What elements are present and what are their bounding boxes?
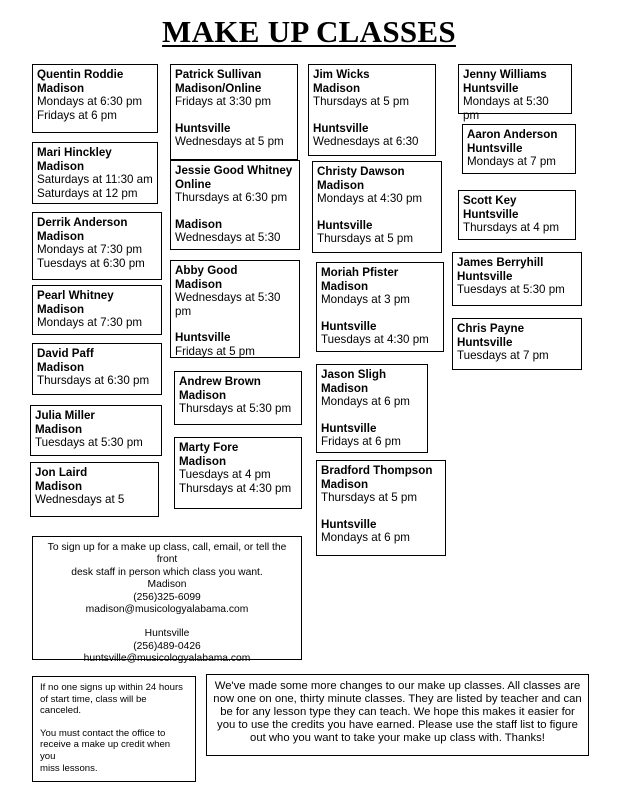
- madison-email: madison@musicologyalabama.com: [85, 604, 249, 616]
- class-time: Fridays at 6 pm: [321, 435, 401, 449]
- teacher-name: Marty Fore: [179, 441, 239, 454]
- location-label: Huntsville: [175, 121, 231, 135]
- location-label: Madison: [35, 422, 83, 436]
- teacher-name: James Berryhill: [457, 256, 544, 269]
- madison-phone: (256)325-6099: [133, 591, 201, 603]
- teacher-card: [316, 262, 444, 352]
- location-label: Huntsville: [317, 218, 373, 232]
- teacher-card: [32, 64, 158, 133]
- teacher-card: [316, 364, 428, 453]
- class-time: Mondays at 6 pm: [321, 395, 410, 409]
- class-time: Mondays at 6 pm: [321, 531, 410, 545]
- class-time: Mondays at 4:30 pm: [317, 192, 423, 206]
- class-time: Tuesdays at 4 pm: [179, 468, 271, 482]
- teacher-card: [312, 161, 442, 253]
- class-time: Mondays at 5:30 pm: [463, 95, 549, 122]
- location-label: Madison: [313, 81, 361, 95]
- class-time: Fridays at 6 pm: [37, 108, 117, 122]
- teacher-name: Scott Key: [463, 194, 517, 207]
- changes-note-line: now one on one, thirty minute classes. They are listed by teacher and can: [213, 693, 582, 706]
- teacher-name: Pearl Whitney: [37, 289, 114, 302]
- teacher-name: Jason Sligh: [321, 368, 387, 381]
- location-label: Madison: [179, 388, 227, 402]
- class-time: Saturdays at 11:30 am: [37, 173, 153, 187]
- class-time: Wednesdays at 5:30: [175, 231, 281, 245]
- class-time: Mondays at 3 pm: [321, 293, 410, 307]
- changes-note-line: We've made some more changes to our make up classes. All classes are: [214, 680, 581, 692]
- class-time: Saturdays at 12 pm: [37, 186, 138, 200]
- teacher-name: Mari Hinckley: [37, 146, 112, 159]
- class-time: Tuesdays at 4:30 pm: [321, 333, 429, 347]
- location-label: Madison: [179, 454, 227, 468]
- class-time: Tuesdays at 7 pm: [457, 349, 549, 363]
- teacher-name: David Paff: [37, 347, 94, 360]
- class-time: Thursdays at 5 pm: [313, 95, 410, 109]
- teacher-name: Aaron Anderson: [467, 128, 558, 141]
- location-label: Huntsville: [321, 319, 377, 333]
- changes-note-line: be for any lesson type they can teach. We hope this makes it easier for: [220, 706, 575, 719]
- location-label: Huntsville: [463, 207, 519, 221]
- teacher-card: [174, 371, 302, 425]
- page-title: MAKE UP CLASSES: [162, 14, 456, 49]
- teacher-card: [32, 285, 162, 335]
- changes-note-line: you to use the credits you have earned. Please use the staff list to figure: [217, 719, 578, 732]
- class-time: Thursdays at 5 pm: [321, 491, 418, 505]
- location-label: Huntsville: [313, 121, 369, 135]
- class-time: Mondays at 7:30 pm: [37, 243, 143, 257]
- cancellation-note-box: [32, 676, 196, 782]
- location-label: Madison: [321, 279, 369, 293]
- location-label: Huntsville: [467, 141, 523, 155]
- location-label: Madison: [37, 159, 85, 173]
- location-label: Madison: [317, 178, 365, 192]
- class-time: Mondays at 7:30 pm: [37, 316, 143, 330]
- teacher-name: Jessie Good Whitney: [175, 164, 293, 177]
- madison-label: Madison: [147, 579, 187, 591]
- teacher-card: [32, 142, 158, 204]
- teacher-card: [32, 212, 162, 280]
- teacher-name: Jim Wicks: [313, 68, 370, 81]
- location-label: Huntsville: [321, 517, 377, 531]
- class-time: Thursdays at 4:30 pm: [179, 481, 292, 495]
- class-time: Tuesdays at 6:30 pm: [37, 256, 145, 270]
- location-label: Madison: [37, 81, 85, 95]
- cancel-note-line: of start time, class will be canceled.: [40, 693, 147, 717]
- location-label: Huntsville: [457, 335, 513, 349]
- class-time: Mondays at 7 pm: [467, 155, 556, 169]
- class-time: Wednesdays at 5:30 pm: [175, 291, 281, 318]
- teacher-card: [30, 405, 162, 456]
- location-label: Huntsville: [457, 269, 513, 283]
- location-label: Madison: [175, 277, 223, 291]
- teacher-name: Jon Laird: [35, 466, 88, 479]
- class-time: Fridays at 5 pm: [175, 344, 255, 358]
- class-time: Thursdays at 4 pm: [463, 221, 560, 235]
- teacher-name: Bradford Thompson: [321, 464, 433, 477]
- class-time: Wednesdays at 5: [35, 493, 125, 507]
- location-label: Madison: [35, 479, 83, 493]
- teacher-card: [458, 190, 576, 240]
- huntsville-label: Huntsville: [144, 628, 190, 640]
- teacher-card: [170, 64, 298, 160]
- class-time: Thursdays at 6:30 pm: [37, 374, 150, 388]
- teacher-card: [452, 318, 582, 370]
- teacher-name: Abby Good: [175, 264, 238, 277]
- teacher-name: Patrick Sullivan: [175, 68, 262, 81]
- teacher-card: [30, 462, 159, 517]
- location-label: Madison/Online: [175, 81, 262, 95]
- class-time: Tuesdays at 5:30 pm: [457, 283, 565, 297]
- teacher-name: Quentin Roddie: [37, 68, 124, 81]
- cancel-note-line: If no one signs up within 24 hours: [40, 682, 183, 693]
- location-label: Huntsville: [463, 81, 519, 95]
- class-time: Wednesdays at 6:30: [313, 135, 419, 149]
- cancel-note-line: receive a make up credit when you: [40, 739, 171, 762]
- location-label: Madison: [175, 217, 223, 231]
- location-label: Madison: [37, 229, 85, 243]
- class-time: Wednesdays at 5 pm: [175, 135, 284, 149]
- class-time: Tuesdays at 5:30 pm: [35, 436, 143, 450]
- teacher-card: [174, 437, 302, 509]
- teacher-card: [170, 260, 300, 358]
- signup-intro-line: To sign up for a make up class, call, email, or tell the front: [47, 542, 287, 566]
- teacher-name: Derrik Anderson: [37, 216, 128, 229]
- signup-info-box: [32, 536, 302, 665]
- class-time: Thursdays at 6:30 pm: [175, 191, 288, 205]
- cancel-note-line: miss lessons.: [40, 762, 98, 774]
- cancel-note-line: You must contact the office to: [40, 727, 166, 739]
- signup-intro-line: desk staff in person which class you want.: [71, 566, 263, 578]
- location-label: Madison: [37, 302, 85, 316]
- location-label: Madison: [321, 381, 369, 395]
- location-label: Online: [175, 177, 212, 191]
- teacher-card: [308, 64, 436, 156]
- teacher-name: Jenny Williams: [463, 68, 547, 81]
- huntsville-phone: (256)489-0426: [133, 640, 201, 652]
- teacher-name: Moriah Pfister: [321, 266, 399, 279]
- teacher-name: Chris Payne: [457, 322, 525, 335]
- location-label: Huntsville: [321, 421, 377, 435]
- huntsville-email: huntsville@musicologyalabama.com: [83, 653, 251, 665]
- teacher-name: Julia Miller: [35, 409, 95, 422]
- location-label: Huntsville: [175, 331, 231, 345]
- teacher-card: [458, 64, 572, 122]
- class-time: Fridays at 3:30 pm: [175, 95, 272, 109]
- location-label: Madison: [321, 477, 369, 491]
- location-label: Madison: [37, 360, 85, 374]
- teacher-name: Christy Dawson: [317, 165, 405, 178]
- teacher-card: [316, 460, 446, 556]
- teacher-card: [452, 252, 582, 306]
- teacher-name: Andrew Brown: [179, 375, 261, 388]
- changes-note-line: out who you want to take your make up class with. Thanks!: [250, 732, 545, 745]
- teacher-card: [170, 160, 300, 250]
- teacher-card: [462, 124, 576, 174]
- class-time: Mondays at 6:30 pm: [37, 95, 143, 109]
- changes-note-box: [206, 674, 589, 756]
- class-time: Thursdays at 5:30 pm: [179, 402, 292, 416]
- teacher-card: [32, 343, 162, 395]
- class-time: Thursdays at 5 pm: [317, 232, 414, 246]
